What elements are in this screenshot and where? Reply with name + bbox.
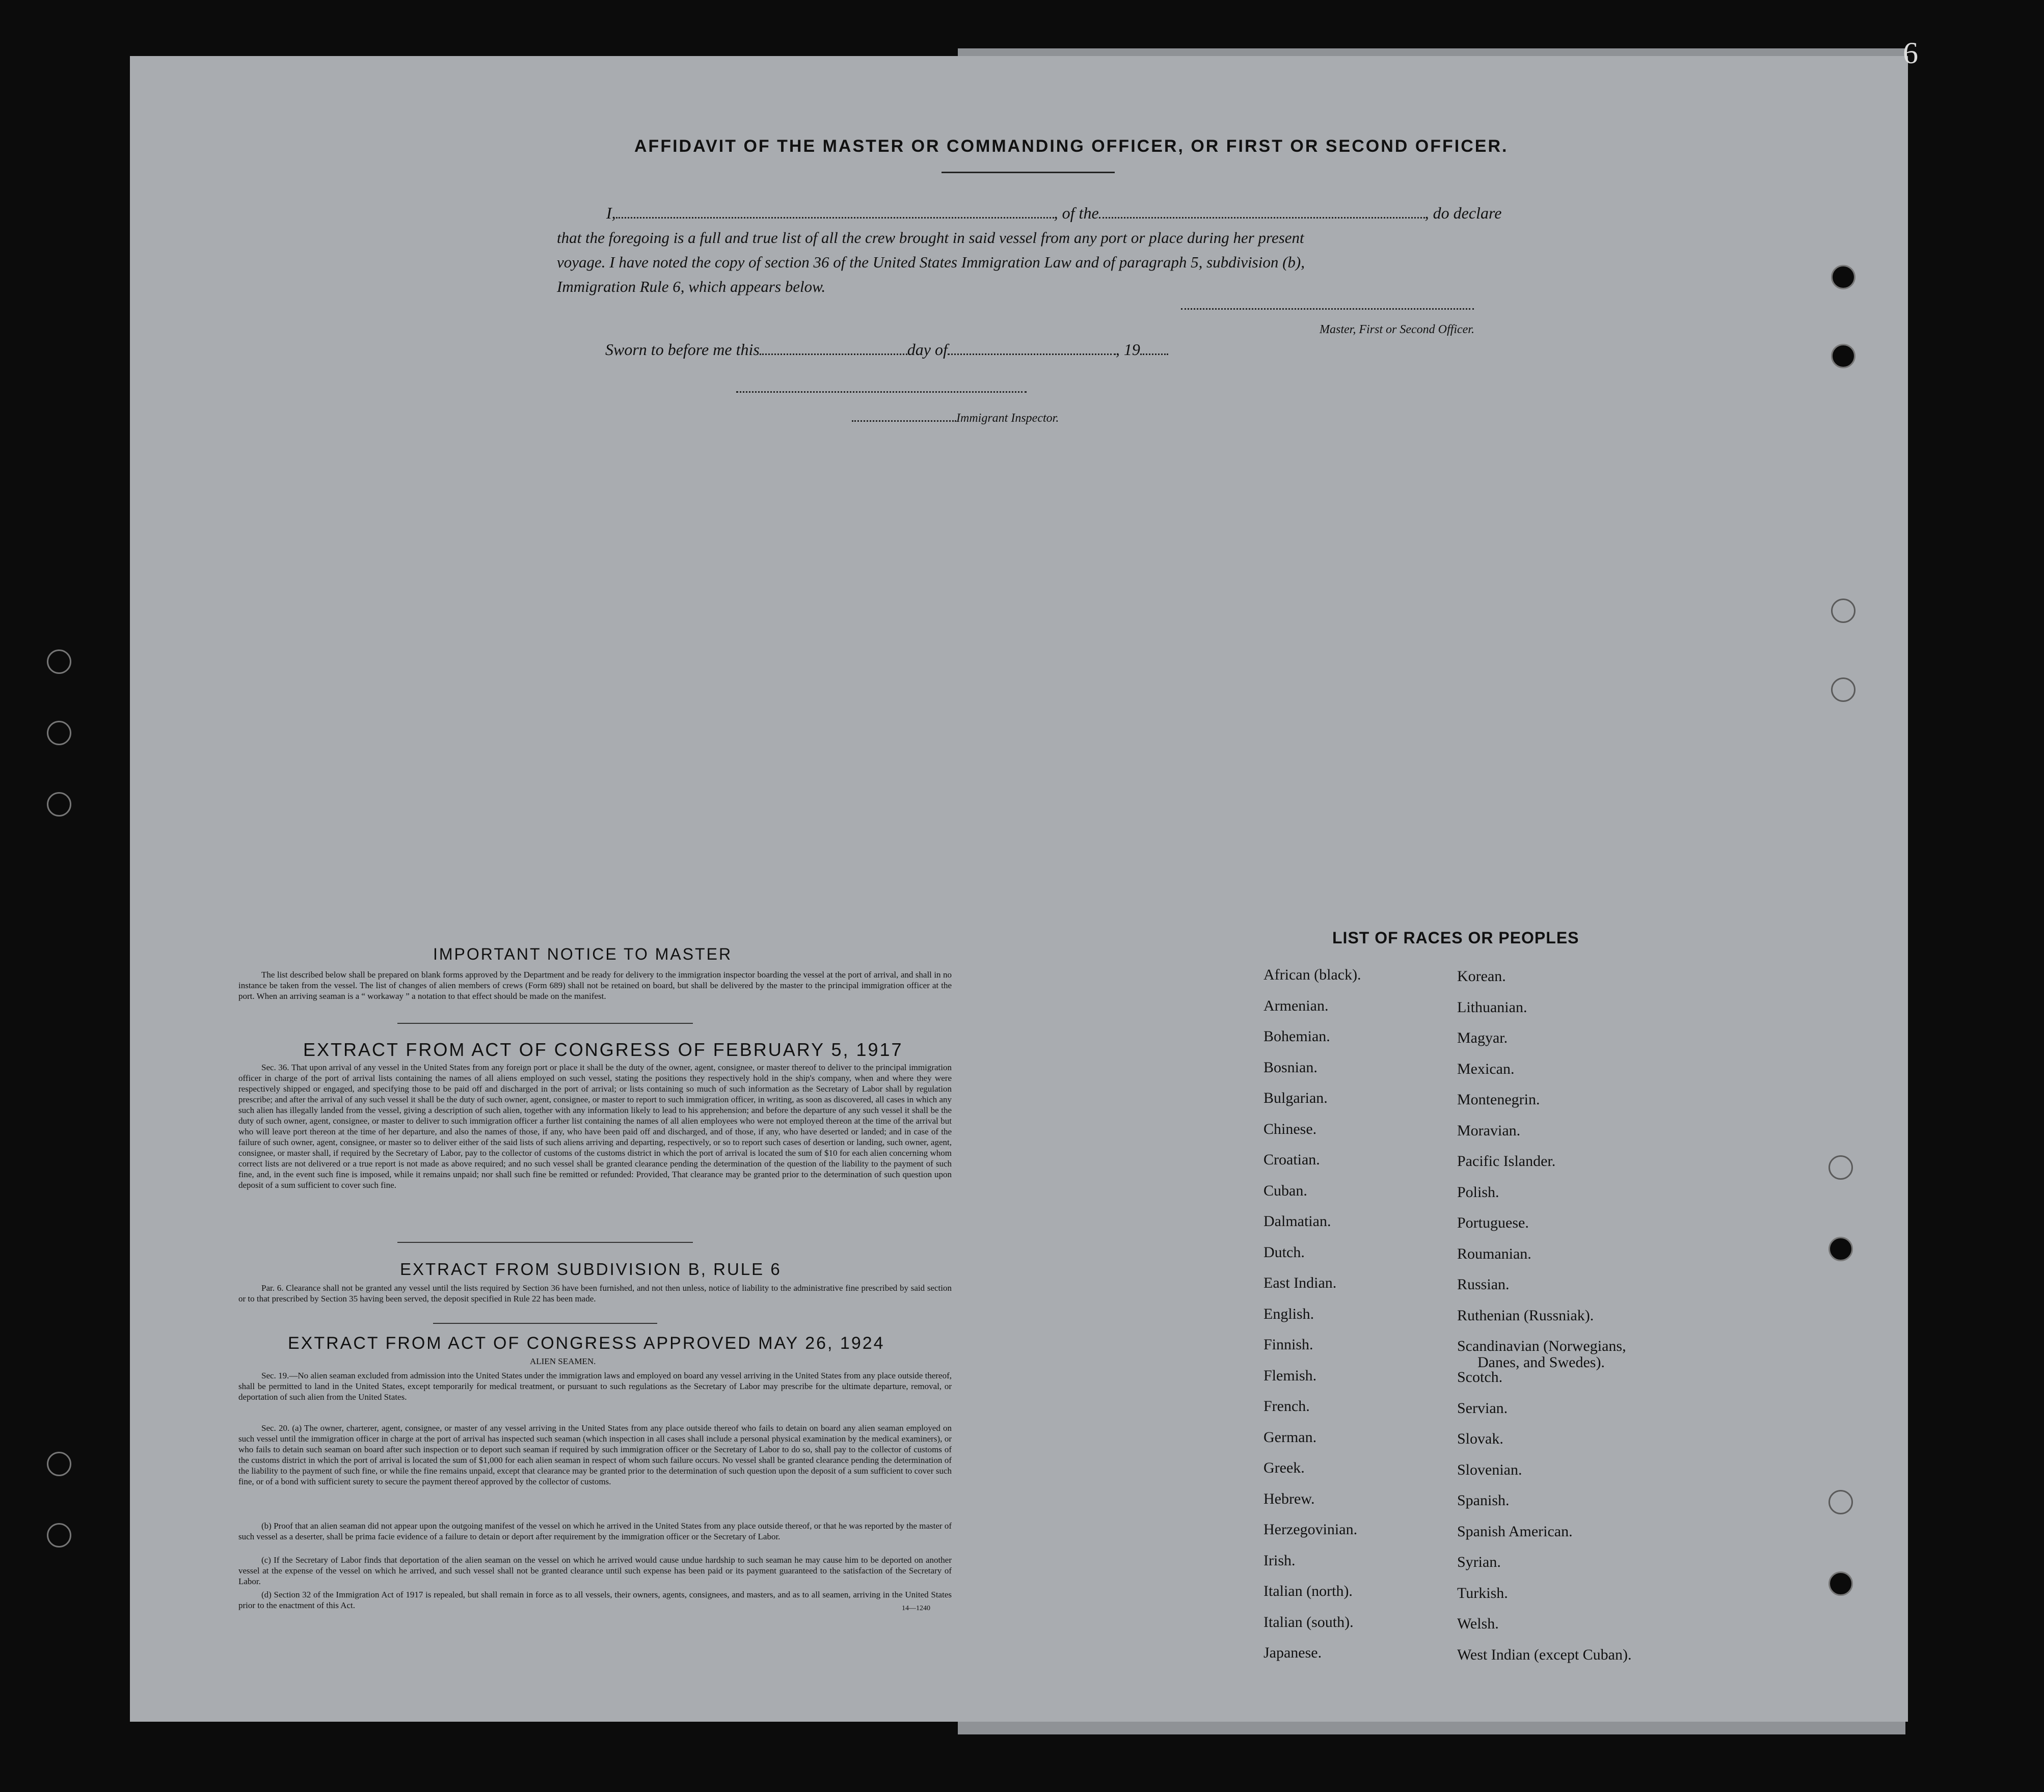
race-item: Moravian. (1457, 1122, 1521, 1139)
race-item: Japanese. (1263, 1644, 1322, 1661)
race-item: Croatian. (1263, 1151, 1320, 1168)
races-left-column (1263, 966, 1361, 1675)
race-item: Bohemian. (1263, 1028, 1330, 1045)
binder-hole (1828, 1155, 1853, 1180)
binder-hole (1831, 265, 1855, 289)
race-item: Italian (south). (1263, 1613, 1354, 1631)
sworn-day-blank (760, 354, 907, 355)
master-signature-line (1181, 308, 1474, 310)
affidavit-title: AFFIDAVIT OF THE MASTER OR COMMANDING OFFICER, OR FIRST OR SECOND OFFICER. (634, 137, 1509, 156)
binder-hole (1828, 1490, 1853, 1514)
race-item: Flemish. (1263, 1367, 1317, 1384)
race-item: Chinese. (1263, 1120, 1317, 1137)
extract-1924-sec20b: (b) Proof that an alien seaman did not appear upon the outgoing manifest of the vessel on which he arrived in the United States from any place outside thereof, or that he was reported by the master of such vessel as a deserter, shall be prima facie evidence of a failure to detain or deport after requirement by the immigration officer or the Secretary of Labor. (238, 1521, 952, 1541)
sworn-line (605, 340, 1168, 359)
notice-body: The list described below shall be prepared on blank forms approved by the Department and be ready for delivery to the immigration inspector boarding the vessel at the port of arrival, and shall in no instance be taken from the vessel. The list of changes of alien members of crews (Form 689) shall not be retained on board, but shall be delivered by the master to the principal immigration officer at the port. When an arriving seaman is a “ workaway ” a notation to that effect should be made on the manifest. (238, 970, 952, 1001)
race-item: Korean. (1457, 968, 1506, 985)
binder-hole (1828, 1237, 1853, 1261)
race-item: Irish. (1263, 1552, 1296, 1569)
extract-1924-sec20a: Sec. 20. (a) The owner, charterer, agent, consignee, or master of any vessel arriving in the United States from any place outside thereof who fails to detain on board any alien seaman employed on such vessel until the immigration officer in charge at the port of arrival has inspected such seaman (which inspection in all cases shall include a personal physical examination by the medical examiners), or who fails to detain such seaman on board after such inspection or to deport such seaman if required by such immigration officer or the Secretary of Labor to do so, shall pay to the collector of customs of the customs district in which the port of arrival is located the sum of $1,000 for each alien seaman in respect of whom such failure occurs. No vessel shall be granted clearance pending the determination of the liability to the payment of such fine, or while the fine remains unpaid, except that clearance may be granted prior to the determination of such question upon the deposit of a sum sufficient to cover such fine, or of a bond with sufficient surety to secure the payment thereof approved by the collector of customs. (238, 1423, 952, 1486)
race-item: Montenegrin. (1457, 1091, 1540, 1108)
race-item: Polish. (1457, 1183, 1499, 1201)
binder-hole (47, 792, 71, 817)
race-item: Russian. (1457, 1276, 1510, 1293)
race-item: Syrian. (1457, 1554, 1501, 1570)
extract-1917-body: Sec. 36. That upon arrival of any vessel in the United States from any foreign port or place it shall be the duty of the owner, agent, consignee, or master thereof to deliver to the principal immigration officer in charge of the port of arrival lists containing the names of all aliens employed on such vessel, stating the positions they respectively hold in the ship's company, when and where they were respectively shipped or engaged, and specifying those to be paid off and discharged in the port of arrival; or lists containing so much of such information as the Secretary of Labor shall by regulation prescribe; and after the arrival of any such vessel it shall be the duty of such owner, agent, consignee, or master to report to such immigration officer, in writing, as soon as discovered, all cases in which any such alien has illegally landed from the vessel, giving a description of such alien, together with any information likely to lead to his apprehension; and before the departure of any such vessel it shall be the duty of such owner, agent, consignee, or master to deliver to such immigration officer a further list containing the names of all alien employees who were not employed thereon at the time of the arrival but who will leave port thereon at the time of her departure, and also the names of those, if any, who have been paid off and discharged, and of those, if any, who have deserted or landed; and in case of the failure of such owner, agent, consignee, or master so to deliver either of the said lists of such aliens arriving and departing, respectively, or so to report such cases of desertion or landing, such owner, agent, consignee, or master shall, if required by the Secretary of Labor, pay to the collector of customs of the customs district in which the port of arrival is located the sum of $10 for each alien concerning whom correct lists are not delivered or a true report is not made as above required; and no such vessel shall be granted clearance pending the determination of the question of the liability to the payment of such fine, and, in the event such fine is imposed, while it remains unpaid; nor shall such fine be remitted or refunded: Provided, That clearance may be granted prior to the determination of such question upon deposit of a sum sufficient to cover such fine. (238, 1063, 952, 1190)
race-item: Cuban. (1263, 1182, 1307, 1199)
extract-rule6-body: Par. 6. Clearance shall not be granted any vessel until the lists required by Section 36 have been furnished, and not then unless, notice of liability to the administrative fine prescribed by said section or to that prescribed by Section 35 having been served, the deposit specified in Rule 22 has been made. (238, 1283, 952, 1304)
race-item: Hebrew. (1263, 1490, 1315, 1507)
binder-hole (1831, 344, 1855, 368)
affidavit-line-4: Immigration Rule 6, which appears below. (557, 278, 826, 295)
affidavit-line-1 (606, 204, 1501, 223)
race-item: Dalmatian. (1263, 1213, 1331, 1230)
race-item: East Indian. (1263, 1274, 1337, 1291)
divider (433, 1323, 657, 1324)
title-rule (942, 172, 1115, 173)
binder-hole (47, 721, 71, 745)
race-item: Bulgarian. (1263, 1090, 1328, 1106)
binder-hole (1831, 599, 1855, 623)
vessel-blank (1099, 217, 1425, 219)
race-item: Welsh. (1457, 1615, 1499, 1632)
race-item: African (black). (1263, 966, 1361, 983)
binder-hole (1828, 1571, 1853, 1596)
binder-hole (47, 1452, 71, 1476)
race-item: Spanish. (1457, 1492, 1510, 1509)
race-item: English. (1263, 1305, 1314, 1322)
affidavit-of-the: , of the (1054, 204, 1099, 222)
race-item: Scotch. (1457, 1369, 1503, 1386)
extract-rule6-title: EXTRACT FROM SUBDIVISION B, RULE 6 (400, 1260, 782, 1279)
race-item: Magyar. (1457, 1029, 1508, 1046)
inspector-signature-line (736, 391, 1027, 393)
race-item: Bosnian. (1263, 1058, 1317, 1076)
form-number: 14—1240 (902, 1605, 930, 1612)
affidavit-line-3: voyage. I have noted the copy of section 36 of the United States Immigration Law and of paragraph 5, subdivision (b), (557, 253, 1305, 271)
sworn-prefix: Sworn to before me this (605, 340, 760, 359)
binder-hole (47, 649, 71, 674)
race-item: Slovak. (1457, 1430, 1503, 1447)
race-item: West Indian (except Cuban). (1457, 1646, 1632, 1663)
divider (397, 1242, 693, 1243)
extract-1917-title: EXTRACT FROM ACT OF CONGRESS OF FEBRUARY 5, 1917 (303, 1039, 903, 1060)
race-item: Armenian. (1263, 997, 1329, 1014)
race-item: Pacific Islander. (1457, 1153, 1556, 1170)
affidavit-i: I, (606, 204, 616, 222)
affidavit-line-2: that the foregoing is a full and true list of all the crew brought in said vessel from any port or place during her present (557, 229, 1304, 247)
extract-1924-sec20c: (c) If the Secretary of Labor finds that deportation of the alien seaman on the vessel on which he arrived would cause undue hardship to such seaman he may cause him to be deported on another vessel at the expense of the vessel on which he arrived, and such vessel shall not be granted clearance until such expense has been paid or its payment guaranteed to the satisfaction of the Secretary of Labor. (238, 1555, 952, 1586)
race-item: Roumanian. (1457, 1245, 1531, 1262)
races-title: LIST OF RACES OR PEOPLES (1332, 929, 1579, 947)
inspector-blank (852, 420, 956, 422)
race-item: Turkish. (1457, 1584, 1508, 1601)
race-item: Dutch. (1263, 1243, 1305, 1261)
extract-1924-subtitle: ALIEN SEAMEN. (530, 1356, 596, 1366)
race-item: Slovenian. (1457, 1461, 1522, 1478)
sworn-year-blank (1140, 354, 1168, 355)
extract-1924-title: EXTRACT FROM ACT OF CONGRESS APPROVED MAY 26, 1924 (288, 1334, 885, 1353)
extract-1924-sec19: Sec. 19.—No alien seaman excluded from admission into the United States under the immigration laws and employed on board any vessel arriving in the United States from any place outside thereof, shall be permitted to land in the United States, except temporarily for medical treatment, or pursuant to such regulations as the Secretary of Labor may prescribe for the ultimate departure, removal, or deportation of such alien from the United States. (238, 1371, 952, 1402)
race-item: Spanish American. (1457, 1523, 1573, 1540)
binder-hole (1831, 677, 1855, 702)
race-item: German. (1263, 1428, 1317, 1446)
affidavit-declare: , do declare (1424, 204, 1502, 222)
race-item: Italian (north). (1263, 1583, 1353, 1599)
sworn-month-blank (948, 354, 1116, 355)
race-item: Mexican. (1457, 1060, 1515, 1077)
inspector-label: Immigrant Inspector. (956, 412, 1059, 425)
races-right-column (1457, 968, 1631, 1677)
sworn-year: , 19 (1115, 340, 1140, 359)
race-item: Finnish. (1263, 1336, 1313, 1353)
binder-hole (47, 1523, 71, 1547)
corner-mark: 6 (1903, 36, 1918, 70)
race-item: French. (1263, 1398, 1310, 1415)
race-item: Herzegovinian. (1263, 1521, 1358, 1538)
race-item: Servian. (1457, 1399, 1508, 1417)
race-item: Portuguese. (1457, 1214, 1529, 1231)
inspector-line (852, 412, 1059, 425)
race-item: Ruthenian (Russniak). (1457, 1307, 1594, 1324)
race-item: Danes, and Swedes). (1477, 1354, 1605, 1371)
divider (397, 1023, 693, 1024)
master-signature-label: Master, First or Second Officer. (1320, 323, 1474, 336)
name-blank (616, 217, 1054, 219)
extract-1924-sec20d: (d) Section 32 of the Immigration Act of 1917 is repealed, but shall remain in force as to all vessels, their owners, agents, consignees, and masters, and as to all seamen, arriving in the United States prior to the enactment of this Act. (238, 1590, 952, 1610)
race-item: Scandinavian (Norwegians, (1457, 1338, 1626, 1354)
sworn-day-of: day of (907, 340, 948, 359)
notice-title: IMPORTANT NOTICE TO MASTER (433, 945, 733, 963)
race-item: Lithuanian. (1457, 998, 1527, 1016)
race-item: Greek. (1263, 1459, 1305, 1476)
